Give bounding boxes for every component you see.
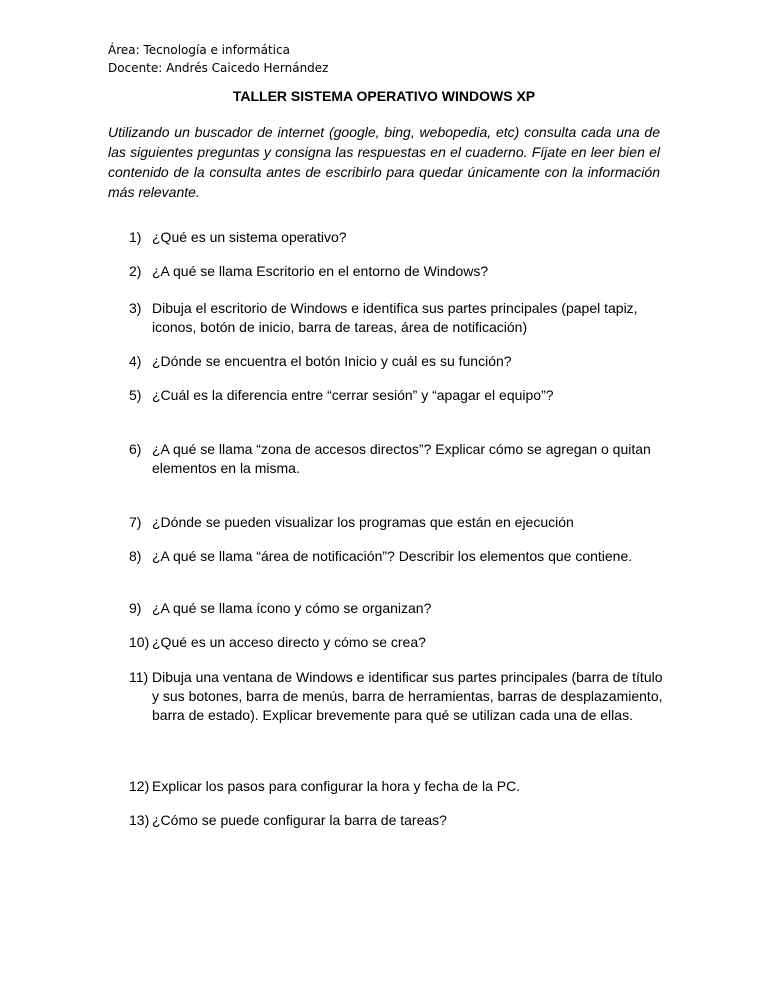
question-number: 3) bbox=[129, 300, 142, 316]
instructions-paragraph: Utilizando un buscador de internet (google, bing, webopedia, etc) consulta cada una de las siguientes preguntas y consigna las respuestas en el cuaderno. Fíjate en leer bien el contenido de la consulta antes de escribirlo para quedar únicamente con la información más relevante. bbox=[108, 124, 660, 200]
question-text: Explicar los pasos para configurar la hora y fecha de la PC. bbox=[152, 778, 521, 794]
question-number: 13) bbox=[129, 812, 150, 828]
question-number: 11) bbox=[129, 669, 149, 685]
document-title: TALLER SISTEMA OPERATIVO WINDOWS XP bbox=[232, 88, 536, 104]
question-12 bbox=[129, 777, 669, 796]
question-10 bbox=[129, 633, 669, 652]
question-3 bbox=[129, 299, 669, 337]
question-number: 12) bbox=[129, 778, 150, 794]
question-11 bbox=[129, 668, 669, 725]
question-9 bbox=[129, 599, 669, 618]
question-13 bbox=[129, 811, 669, 830]
teacher-line: Docente: Andrés Caicedo Hernández bbox=[108, 61, 329, 75]
question-4 bbox=[129, 352, 669, 371]
question-text: ¿A qué se llama “zona de accesos directos”? Explicar cómo se agregan o quitan elementos en la misma. bbox=[152, 441, 651, 476]
question-number: 2) bbox=[129, 263, 142, 279]
question-6 bbox=[129, 440, 669, 478]
subject-area-line: Área: Tecnología e informática bbox=[108, 43, 290, 57]
question-7 bbox=[129, 513, 669, 532]
question-number: 9) bbox=[129, 600, 142, 616]
question-text: ¿Qué es un acceso directo y cómo se crea? bbox=[152, 634, 426, 650]
question-text: Dibuja una ventana de Windows e identificar sus partes principales (barra de título y sus botones, barra de menús, barra de herramientas, barras de desplazamiento, barra de estado). Explicar brevemente para qué se utilizan cada una de ellas. bbox=[152, 669, 663, 723]
question-text: ¿A qué se llama Escritorio en el entorno de Windows? bbox=[152, 263, 489, 279]
question-5 bbox=[129, 386, 669, 405]
question-number: 10) bbox=[129, 634, 150, 650]
question-text: ¿A qué se llama “área de notificación”? Describir los elementos que contiene. bbox=[152, 548, 633, 564]
question-number: 5) bbox=[129, 387, 142, 403]
question-text: Dibuja el escritorio de Windows e identifica sus partes principales (papel tapiz, iconos, botón de inicio, barra de tareas, área de notificación) bbox=[152, 300, 638, 335]
question-text: ¿A qué se llama ícono y cómo se organizan? bbox=[152, 600, 432, 616]
question-text: ¿Cuál es la diferencia entre “cerrar sesión” y “apagar el equipo”? bbox=[152, 387, 554, 403]
question-number: 6) bbox=[129, 441, 142, 457]
question-text: ¿Cómo se puede configurar la barra de tareas? bbox=[152, 812, 447, 828]
question-text: ¿Qué es un sistema operativo? bbox=[152, 229, 347, 245]
question-2 bbox=[129, 262, 669, 281]
question-number: 7) bbox=[129, 514, 142, 530]
question-text: ¿Dónde se pueden visualizar los programas que están en ejecución bbox=[152, 514, 574, 530]
question-number: 4) bbox=[129, 353, 142, 369]
question-text: ¿Dónde se encuentra el botón Inicio y cuál es su función? bbox=[152, 353, 512, 369]
question-number: 8) bbox=[129, 548, 142, 564]
question-1 bbox=[129, 228, 669, 247]
question-number: 1) bbox=[129, 229, 142, 245]
question-8 bbox=[129, 547, 669, 566]
